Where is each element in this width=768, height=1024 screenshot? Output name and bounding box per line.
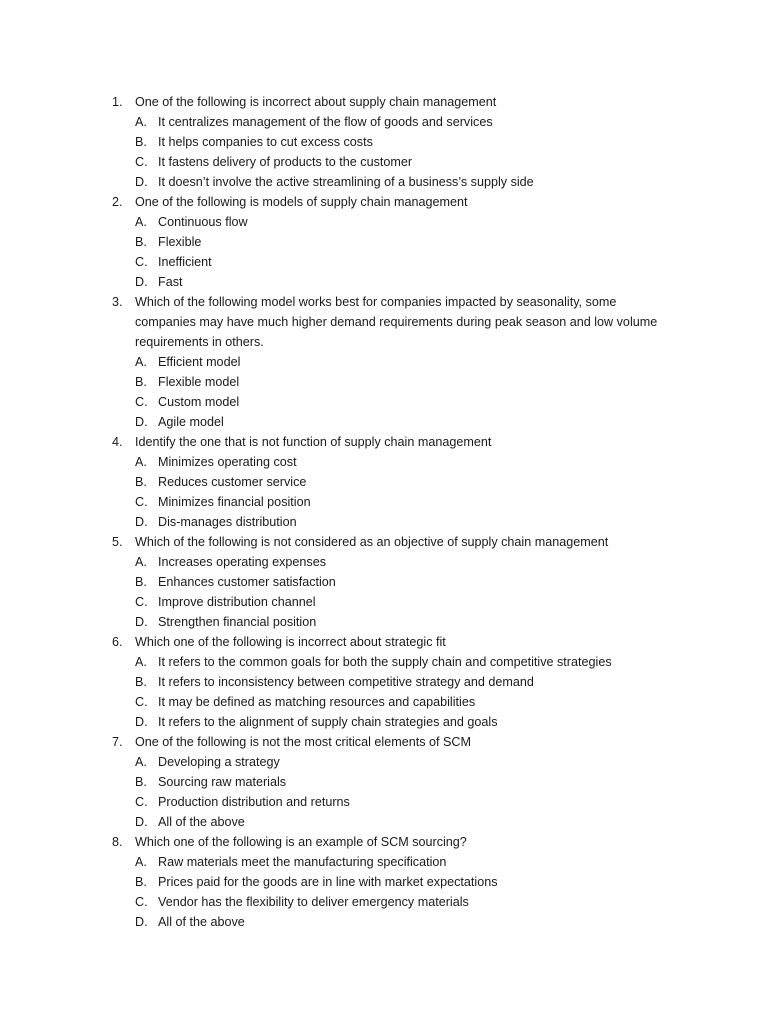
question-text: Which of the following model works best for companies impacted by seasonality, some <box>135 295 617 309</box>
answer-option <box>0 672 768 692</box>
answer-option <box>0 352 768 372</box>
option-letter: D. <box>135 715 148 729</box>
answer-option <box>0 252 768 272</box>
question-block <box>0 632 768 732</box>
option-text: Flexible model <box>158 375 240 389</box>
question-block <box>0 292 768 432</box>
question-line <box>0 632 768 652</box>
answer-option <box>0 232 768 252</box>
answer-option <box>0 272 768 292</box>
option-text: Production distribution and returns <box>158 795 350 809</box>
question-text: One of the following is not the most critical elements of SCM <box>135 735 471 749</box>
answer-option <box>0 772 768 792</box>
question-text: Identify the one that is not function of supply chain management <box>135 435 492 449</box>
option-letter: A. <box>135 655 147 669</box>
option-letter: A. <box>135 455 147 469</box>
question-text: One of the following is incorrect about supply chain management <box>135 95 497 109</box>
option-letter: D. <box>135 615 148 629</box>
option-text: Minimizes operating cost <box>158 455 297 469</box>
option-letter: B. <box>135 875 147 889</box>
question-text: One of the following is models of supply chain management <box>135 195 468 209</box>
answer-option <box>0 712 768 732</box>
option-letter: B. <box>135 575 147 589</box>
option-letter: A. <box>135 215 147 229</box>
question-text: companies may have much higher demand requirements during peak season and low volume <box>135 315 658 329</box>
answer-option <box>0 752 768 772</box>
option-text: Reduces customer service <box>158 475 307 489</box>
answer-option <box>0 512 768 532</box>
option-letter: A. <box>135 755 147 769</box>
option-text: It refers to the common goals for both the supply chain and competitive strategies <box>158 655 612 669</box>
answer-option <box>0 452 768 472</box>
option-letter: C. <box>135 255 148 269</box>
option-letter: D. <box>135 915 148 929</box>
option-letter: D. <box>135 275 148 289</box>
answer-option <box>0 692 768 712</box>
question-line <box>0 532 768 552</box>
option-text: It may be defined as matching resources and capabilities <box>158 695 476 709</box>
option-letter: C. <box>135 595 148 609</box>
question-block <box>0 92 768 192</box>
option-text: Custom model <box>158 395 240 409</box>
option-text: Raw materials meet the manufacturing specification <box>158 855 447 869</box>
option-text: Agile model <box>158 415 224 429</box>
option-letter: A. <box>135 855 147 869</box>
question-text: Which one of the following is an example of SCM sourcing? <box>135 835 467 849</box>
option-letter: C. <box>135 895 148 909</box>
option-text: It centralizes management of the flow of goods and services <box>158 115 493 129</box>
option-text: Strengthen financial position <box>158 615 317 629</box>
option-text: It refers to inconsistency between competitive strategy and demand <box>158 675 534 689</box>
option-letter: A. <box>135 115 147 129</box>
question-number: 3. <box>112 295 123 309</box>
option-letter: D. <box>135 415 148 429</box>
question-block <box>0 192 768 292</box>
answer-option <box>0 612 768 632</box>
option-text: Prices paid for the goods are in line with market expectations <box>158 875 498 889</box>
option-text: Minimizes financial position <box>158 495 311 509</box>
question-text: requirements in others. <box>135 335 264 349</box>
question-line <box>0 92 768 112</box>
answer-option <box>0 112 768 132</box>
option-text: It helps companies to cut excess costs <box>158 135 373 149</box>
answer-option <box>0 472 768 492</box>
option-letter: B. <box>135 135 147 149</box>
answer-option <box>0 552 768 572</box>
answer-option <box>0 372 768 392</box>
option-text: It refers to the alignment of supply chain strategies and goals <box>158 715 498 729</box>
option-text: All of the above <box>158 915 245 929</box>
question-number: 5. <box>112 535 123 549</box>
question-list <box>0 92 768 932</box>
option-text: Enhances customer satisfaction <box>158 575 336 589</box>
question-continuation-line <box>0 312 768 332</box>
answer-option <box>0 392 768 412</box>
question-line <box>0 832 768 852</box>
answer-option <box>0 812 768 832</box>
option-text: Inefficient <box>158 255 212 269</box>
question-line <box>0 292 768 312</box>
option-text: Sourcing raw materials <box>158 775 287 789</box>
option-letter: C. <box>135 795 148 809</box>
option-letter: B. <box>135 375 147 389</box>
question-number: 6. <box>112 635 123 649</box>
option-letter: B. <box>135 235 147 249</box>
option-text: Efficient model <box>158 355 241 369</box>
question-block <box>0 732 768 832</box>
answer-option <box>0 572 768 592</box>
option-text: Fast <box>158 275 183 289</box>
question-number: 8. <box>112 835 123 849</box>
answer-option <box>0 852 768 872</box>
answer-option <box>0 912 768 932</box>
option-letter: D. <box>135 515 148 529</box>
answer-option <box>0 412 768 432</box>
question-text: Which one of the following is incorrect about strategic fit <box>135 635 446 649</box>
option-letter: B. <box>135 475 147 489</box>
option-text: Dis-manages distribution <box>158 515 297 529</box>
question-number: 2. <box>112 195 123 209</box>
option-letter: C. <box>135 155 148 169</box>
answer-option <box>0 872 768 892</box>
question-number: 4. <box>112 435 123 449</box>
option-text: Flexible <box>158 235 202 249</box>
question-continuation-line <box>0 332 768 352</box>
option-text: Increases operating expenses <box>158 555 327 569</box>
option-text: It fastens delivery of products to the customer <box>158 155 413 169</box>
question-block <box>0 532 768 632</box>
answer-option <box>0 152 768 172</box>
question-block <box>0 432 768 532</box>
question-number: 7. <box>112 735 123 749</box>
answer-option <box>0 892 768 912</box>
option-letter: B. <box>135 675 147 689</box>
option-letter: A. <box>135 555 147 569</box>
question-block <box>0 832 768 932</box>
option-text: Continuous flow <box>158 215 248 229</box>
question-number: 1. <box>112 95 123 109</box>
answer-option <box>0 492 768 512</box>
question-line <box>0 432 768 452</box>
option-text: All of the above <box>158 815 245 829</box>
answer-option <box>0 792 768 812</box>
option-letter: D. <box>135 815 148 829</box>
question-line <box>0 192 768 212</box>
option-text: Improve distribution channel <box>158 595 316 609</box>
answer-option <box>0 592 768 612</box>
answer-option <box>0 652 768 672</box>
question-line <box>0 732 768 752</box>
option-letter: C. <box>135 695 148 709</box>
option-letter: D. <box>135 175 148 189</box>
option-letter: B. <box>135 775 147 789</box>
question-text: Which of the following is not considered as an objective of supply chain management <box>135 535 609 549</box>
option-text: It doesn’t involve the active streamlining of a business’s supply side <box>158 175 534 189</box>
answer-option <box>0 212 768 232</box>
option-letter: A. <box>135 355 147 369</box>
option-letter: C. <box>135 495 148 509</box>
option-text: Vendor has the flexibility to deliver emergency materials <box>158 895 469 909</box>
option-text: Developing a strategy <box>158 755 280 769</box>
answer-option <box>0 132 768 152</box>
option-letter: C. <box>135 395 148 409</box>
answer-option <box>0 172 768 192</box>
